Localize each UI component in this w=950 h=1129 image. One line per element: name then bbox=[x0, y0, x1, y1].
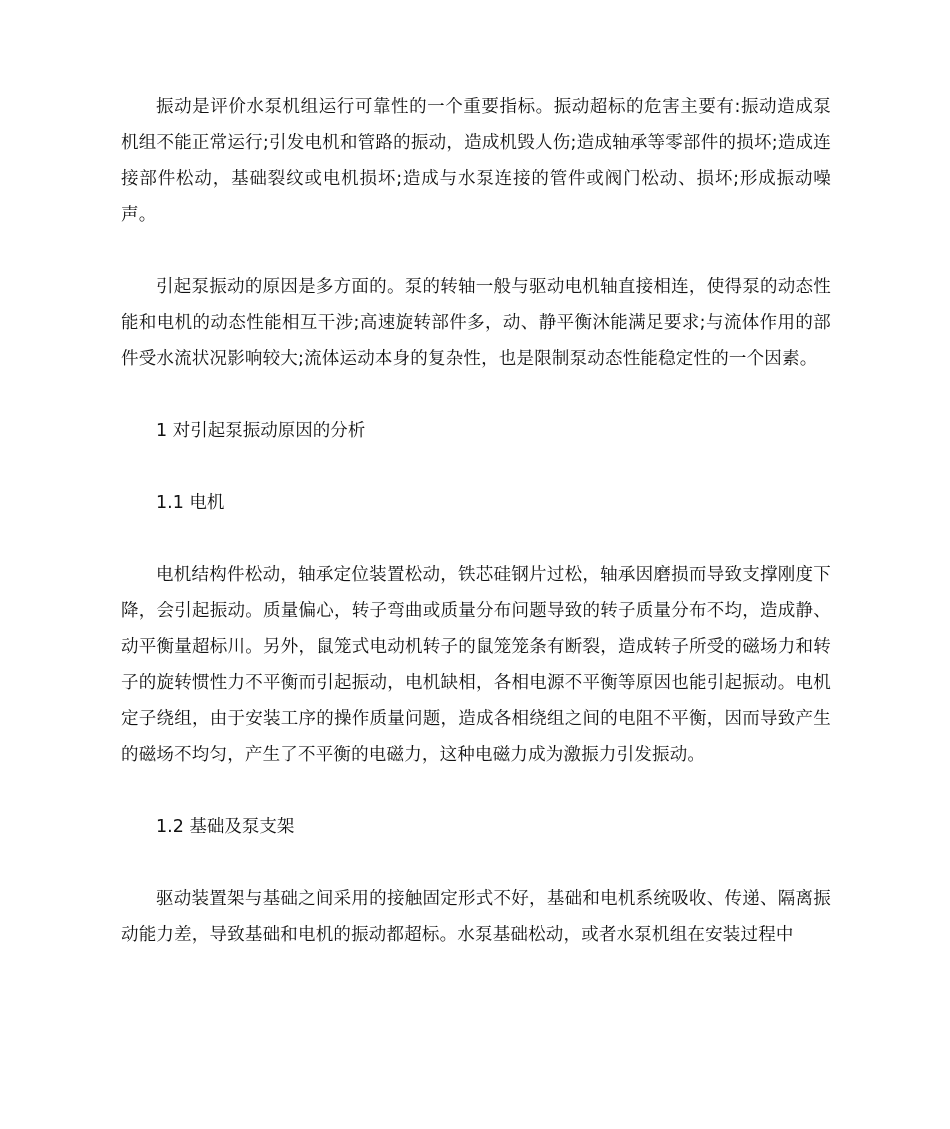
paragraph-foundation: 驱动装置架与基础之间采用的接触固定形式不好，基础和电机系统吸收、传递、隔离振动能力差，导致基础和电机的振动都超标。水泵基础松动，或者水泵机组在安装过程中 bbox=[121, 889, 831, 945]
paragraph-intro-vibration: 振动是评价水泵机组运行可靠性的一个重要指标。振动超标的危害主要有:振动造成泵机组不能正常运行;引发电机和管路的振动，造成机毁人伤;造成轴承等零部件的损坏;造成连接部件松动，基础裂纹或电机损坏;造成与水泵连接的管件或阀门松动、损坏;形成振动噪声。 bbox=[121, 97, 831, 225]
section-heading-1-1: 1.1 电机 bbox=[156, 493, 225, 513]
document-body bbox=[121, 89, 831, 989]
paragraph-motor: 电机结构件松动，轴承定位装置松动，铁芯硅钢片过松，轴承因磨损而导致支撑刚度下降，会引起振动。质量偏心，转子弯曲或质量分布问题导致的转子质量分布不均，造成静、动平衡量超标川。另外，鼠笼式电动机转子的鼠笼笼条有断裂，造成转子所受的磁场力和转子的旋转惯性力不平衡而引起振动，电机缺相，各相电源不平衡等原因也能引起振动。电机定子绕组，由于安装工序的操作质量问题，造成各相绕组之间的电阻不平衡，因而导致产生的磁场不均匀，产生了不平衡的电磁力，这种电磁力成为激振力引发振动。 bbox=[121, 565, 831, 765]
section-heading-1: 1 对引起泵振动原因的分析 bbox=[156, 421, 366, 441]
paragraph-vibration-causes: 引起泵振动的原因是多方面的。泵的转轴一般与驱动电机轴直接相连，使得泵的动态性能和电机的动态性能相互干涉;高速旋转部件多，动、静平衡沐能满足要求;与流体作用的部件受水流状况影响较大;流体运动本身的复杂性，也是限制泵动态性能稳定性的一个因素。 bbox=[121, 277, 831, 369]
section-heading-1-2: 1.2 基础及泵支架 bbox=[156, 817, 295, 837]
